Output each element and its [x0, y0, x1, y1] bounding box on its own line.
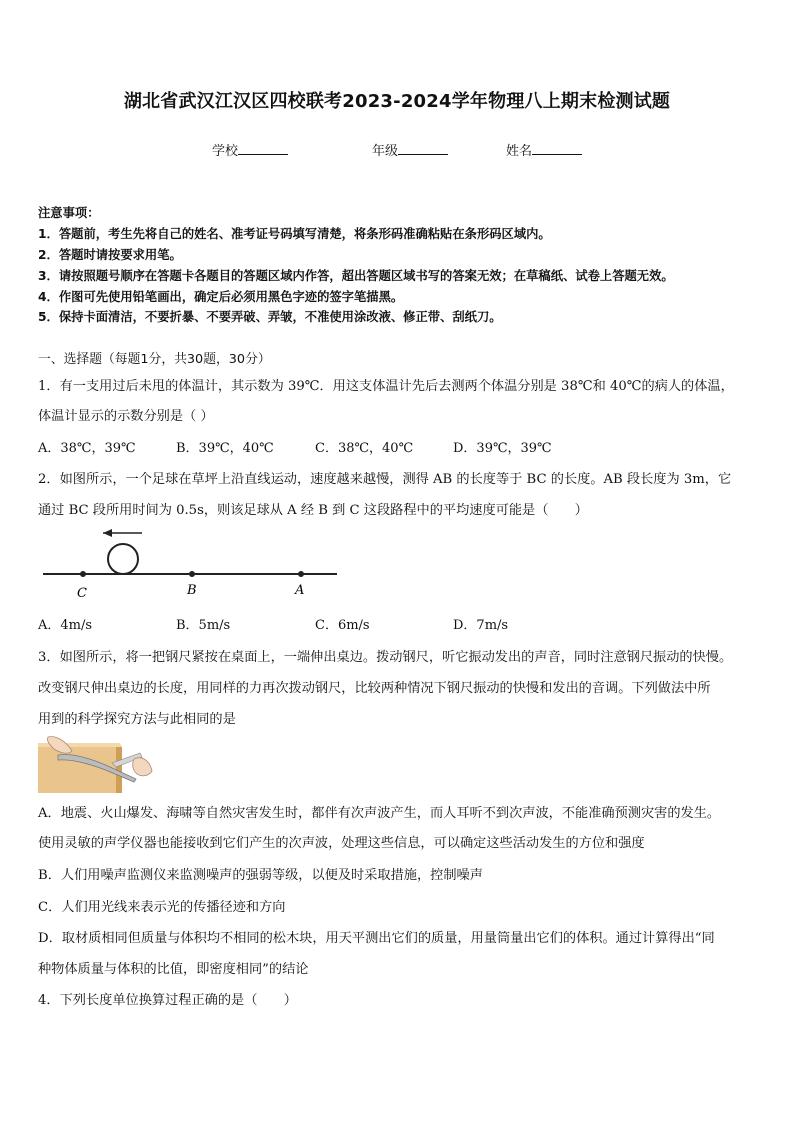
grade-field[interactable] [372, 140, 448, 159]
q3-option-d[interactable]: D．取材质相同但质量与体积均不相同的松木块，用天平测出它们的质量，用量筒量出它们的体积。通过计算得出“同 [38, 931, 715, 946]
note-item: 2．答题时请按要求用笔。 [38, 248, 182, 262]
ruler-table-figure [38, 733, 154, 793]
school-label: 学校 [212, 144, 239, 159]
q3-stem-line: 3．如图所示，将一把钢尺紧按在桌面上，一端伸出桌边。拨动钢尺，听它振动发出的声音，同时注意钢尺振动的快慢。 [38, 650, 733, 665]
note-item: 4．作图可先使用铅笔画出，确定后必须用黑色字迹的签字笔描黑。 [38, 290, 404, 304]
note-item: 5．保持卡面清洁，不要折暴、不要弄破、弄皱，不准使用涂改液、修正带、刮纸刀。 [38, 310, 502, 324]
point-b [189, 571, 195, 577]
point-a [298, 571, 304, 577]
note-item: 3．请按照题号顺序在答题卡各题目的答题区域内作答，超出答题区域书写的答案无效；在草稿纸、试卷上答题无效。 [38, 269, 674, 283]
label-a: A [295, 583, 305, 598]
football-icon [108, 544, 138, 574]
q1-stem-line: 1．有一支用过后未甩的体温计，其示数为 39℃．用这支体温计先后去测两个体温分别是 38℃和 40℃的病人的体温， [38, 379, 734, 394]
q3-option-a[interactable]: A．地震、火山爆发、海啸等自然灾害发生时，都伴有次声波产生，而人耳听不到次声波，不能准确预测灾害的发生。 [38, 806, 721, 821]
football-motion-figure [40, 520, 340, 602]
note-item: 1．答题前，考生先将自己的姓名、准考证号码填写清楚，将条形码准确粘贴在条形码区域内。 [38, 227, 551, 241]
school-field[interactable] [212, 140, 288, 159]
name-field[interactable] [506, 140, 582, 159]
q2-stem-line: 通过 BC 段所用时间为 0.5s，则该足球从 A 经 B 到 C 这段路程中的平均速度可能是（ ） [38, 503, 588, 518]
q3-option-d-cont: 种物体质量与体积的比值，即密度相同”的结论 [38, 962, 309, 977]
q3-stem-line: 改变钢尺伸出桌边的长度，用同样的力再次拨动钢尺，比较两种情况下钢尺振动的快慢和发出的音调。下列做法中所 [38, 681, 711, 696]
q2-option-c[interactable]: C．6m/s [315, 618, 370, 633]
arrow-head-icon [103, 529, 112, 537]
q1-option-d[interactable]: D．39℃，39℃ [453, 441, 552, 456]
label-c: C [77, 586, 87, 601]
grade-label: 年级 [372, 144, 399, 159]
label-b: B [187, 583, 197, 598]
q1-stem-line: 体温计显示的示数分别是（ ） [38, 409, 214, 424]
q2-option-d[interactable]: D．7m/s [453, 618, 509, 633]
q1-option-b[interactable]: B．39℃，40℃ [176, 441, 274, 456]
q4-stem-line: 4．下列长度单位换算过程正确的是（ ） [38, 993, 297, 1008]
q3-stem-line: 用到的科学探究方法与此相同的是 [38, 712, 236, 727]
point-c [80, 571, 86, 577]
q2-stem-line: 2．如图所示，一个足球在草坪上沿直线运动，速度越来越慢，测得 AB 的长度等于 BC 的长度。AB 段长度为 3m，它 [38, 472, 732, 487]
q3-option-a-cont: 使用灵敏的声学仪器也能接收到它们产生的次声波，处理这些信息，可以确定这些活动发生的方位和强度 [38, 836, 645, 851]
notes-heading: 注意事项： [38, 206, 100, 220]
section-heading: 一、选择题（每题1分，共30题，30分） [38, 352, 271, 367]
q2-option-a[interactable]: A．4m/s [38, 618, 93, 633]
q3-option-b[interactable]: B．人们用噪声监测仪来监测噪声的强弱等级，以便及时采取措施，控制噪声 [38, 868, 483, 883]
q2-option-b[interactable]: B．5m/s [176, 618, 231, 633]
q1-option-a[interactable]: A．38℃，39℃ [38, 441, 136, 456]
page-title: 湖北省武汉江汉区四校联考2023-2024学年物理八上期末检测试题 [123, 91, 671, 112]
name-label: 姓名 [506, 144, 533, 159]
q1-option-c[interactable]: C．38℃，40℃ [315, 441, 414, 456]
q3-option-c[interactable]: C．人们用光线来表示光的传播径迹和方向 [38, 900, 286, 915]
